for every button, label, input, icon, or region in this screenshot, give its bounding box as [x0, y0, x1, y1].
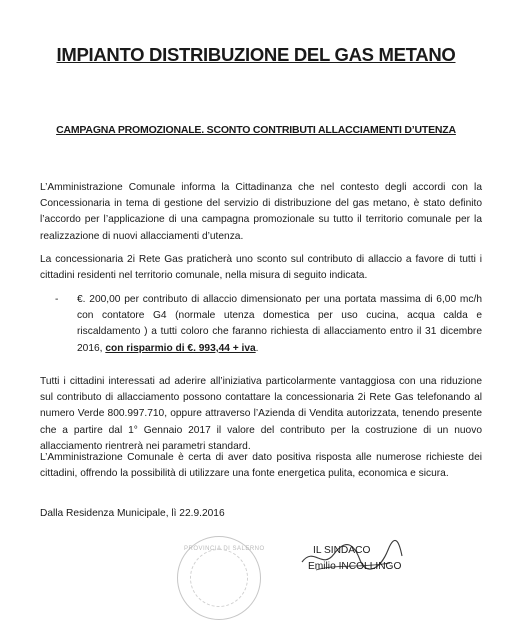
- paragraph-conclusione: L’Amministrazione Comunale è certa di aver dato positiva risposta alle numerose richieste dei cittadini, offrendo la possibilità di utilizzare una fonte energetica pulita, economica e sicura.: [40, 452, 482, 480]
- stamp-text: PROVINCIA DI SALERNO: [184, 546, 265, 552]
- signature-name: Emilio INCOLLINGO: [308, 561, 402, 572]
- municipal-stamp: [177, 536, 265, 620]
- bullet-item: [77, 292, 482, 357]
- bullet-marker: -: [55, 294, 59, 305]
- signature-role: IL SINDACO: [313, 545, 371, 556]
- bullet-item-text: €. 200,00 per contributo di allaccio dimensionato per una portata massima di 6,00 mc/h con contatore G4 (normale utenza domestica per uso cucina, acqua calda e riscaldamento ) a tutti coloro che faranno richiesta di allacciamento entro il 31 dicembre 2016,: [77, 294, 482, 354]
- document-title: IMPIANTO DISTRIBUZIONE DEL GAS METANO: [56, 44, 456, 65]
- paragraph-concessionaria: La concessionaria 2i Rete Gas praticherà uno sconto sul contributo di allaccio a favore di tutti i cittadini residenti nel territorio comunale, nella misura di seguito indicata.: [40, 254, 482, 282]
- handwritten-signature: [296, 536, 406, 580]
- stamp-inner-ring: [190, 549, 248, 607]
- bullet-item-suffix: .: [255, 342, 259, 354]
- paragraph-contatti: Tutti i cittadini interessati ad aderire all’iniziativa particolarmente vantaggiosa con una riduzione sul contributo di allacciamento possono contattare la concessionaria 2i Rete Gas telefonando al numero Verde 800.997.710, oppure attraverso l’Azienda di Vendita autorizzata, tenendo presente che a partire dal 1° Gennaio 2017 il valore del contributo per la costruzione di un nuovo allacciamento rientrerà nei parametri standard.: [40, 376, 482, 452]
- paragraph-intro: L’Amministrazione Comunale informa la Cittadinanza che nel contesto degli accordi con la Concessionaria in tema di gestione del servizio di distribuzione del gas metano, è stato definito l’accordo per l’applicazione di una campagna promozionale su tutto il territorio comunale per la realizzazione di nuovi allacciamenti d’utenza.: [40, 182, 482, 242]
- document-subtitle: CAMPAGNA PROMOZIONALE. SCONTO CONTRIBUTI ALLACCIAMENTI D’UTENZA: [56, 124, 456, 136]
- date-line: Dalla Residenza Municipale, lì 22.9.2016: [40, 508, 225, 519]
- bullet-item-highlight: con risparmio di €. 993,44 + iva: [105, 342, 256, 354]
